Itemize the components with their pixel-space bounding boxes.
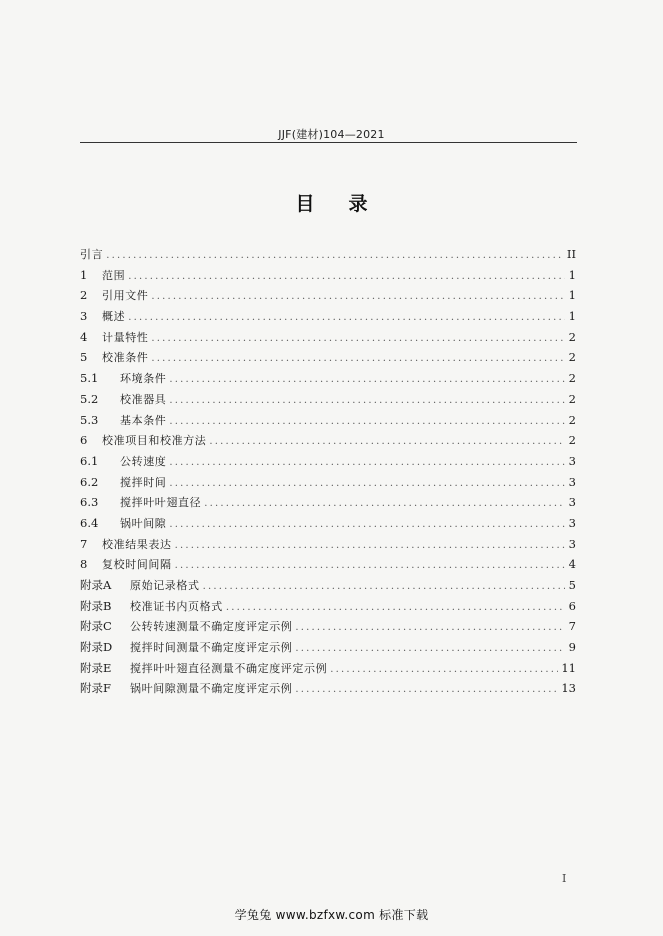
toc-leader-dots [128, 308, 565, 329]
toc-entry-page: 3 [568, 453, 576, 468]
toc-leader-dots [106, 246, 564, 267]
toc-entry-title: 搅拌叶叶翅直径测量不确定度评定示例 [130, 661, 328, 675]
toc-entry[interactable] [80, 513, 576, 534]
toc-entry[interactable] [80, 678, 576, 699]
toc-entry-title: 原始记录格式 [130, 579, 200, 592]
toc-entry[interactable] [80, 368, 576, 389]
toc-entry[interactable] [80, 347, 576, 368]
header-rule [80, 142, 577, 143]
toc-entry[interactable] [80, 472, 576, 493]
toc-entry[interactable] [80, 265, 576, 286]
toc-entry[interactable] [80, 658, 576, 679]
toc-entry-number: 6.3 [80, 495, 99, 510]
toc-entry-number: 5.3 [80, 412, 99, 427]
toc-entry-title: 校准条件 [102, 351, 149, 365]
toc-entry-page: 2 [568, 391, 576, 406]
toc-entry[interactable] [80, 327, 576, 348]
toc-entry[interactable] [80, 596, 576, 617]
toc-entry-title: 计量特性 [102, 330, 149, 344]
toc-entry-number: 2 [80, 288, 88, 303]
toc-leader-dots [169, 391, 565, 412]
toc-entry-number: 7 [80, 536, 88, 551]
toc-leader-dots [203, 577, 565, 598]
toc-entry-page: 3 [568, 495, 576, 510]
document-id-header: JJF(建材)104—2021 [278, 128, 385, 141]
toc-entry-number: 附录C [80, 619, 112, 634]
toc-entry[interactable] [80, 492, 576, 513]
toc-entry-number: 5.1 [80, 371, 99, 386]
toc-entry[interactable] [80, 244, 576, 265]
toc-entry-number: 5.2 [80, 391, 99, 406]
toc-leader-dots [295, 618, 565, 639]
toc-entry-number: 4 [80, 329, 88, 344]
toc-entry-title: 校准器具 [120, 392, 167, 406]
toc-entry-page: 2 [568, 350, 576, 365]
toc-leader-dots [209, 432, 565, 453]
toc-entry-title: 搅拌时间测量不确定度评定示例 [130, 641, 293, 655]
toc-entry-page: 3 [568, 474, 576, 489]
toc-entry-title: 公转转速测量不确定度评定示例 [130, 620, 293, 634]
toc-entry-page: 2 [568, 412, 576, 427]
toc-entry-page: 2 [568, 371, 576, 386]
page-title: 目录 [295, 193, 402, 215]
toc-entry-number: 1 [80, 267, 88, 282]
toc-entry-number: 8 [80, 557, 88, 572]
toc-entry-page: II [566, 247, 576, 261]
toc-entry[interactable] [80, 451, 576, 472]
toc-entry-number: 6 [80, 433, 88, 448]
toc-entry-title: 引言 [80, 248, 104, 261]
toc-entry-number: 附录D [80, 640, 113, 655]
toc-leader-dots [151, 349, 565, 370]
toc-entry-page: 2 [568, 433, 576, 448]
toc-entry-number: 附录B [80, 598, 112, 613]
toc-entry-page: 3 [568, 536, 576, 551]
toc-entry-title: 搅拌时间 [120, 475, 167, 489]
toc-leader-dots [330, 660, 558, 681]
table-of-contents [80, 244, 576, 699]
toc-entry[interactable] [80, 575, 576, 596]
toc-leader-dots [169, 412, 565, 433]
toc-entry-number: 6.4 [80, 515, 99, 530]
toc-leader-dots [128, 267, 565, 288]
toc-entry-title: 校准项目和校准方法 [102, 434, 207, 448]
toc-entry-title: 基本条件 [120, 413, 167, 427]
toc-leader-dots [169, 370, 565, 391]
toc-entry-page: 6 [568, 598, 576, 613]
toc-entry-title: 引用文件 [102, 289, 149, 303]
toc-entry[interactable] [80, 616, 576, 637]
toc-leader-dots [169, 474, 565, 495]
page-number: I [562, 872, 567, 885]
toc-entry-title: 锅叶间隙 [120, 516, 167, 530]
toc-entry[interactable] [80, 554, 576, 575]
toc-entry-page: 3 [568, 515, 576, 530]
toc-entry-number: 5 [80, 350, 88, 365]
toc-leader-dots [204, 494, 565, 515]
toc-entry-title: 范围 [102, 268, 126, 282]
toc-leader-dots [151, 329, 565, 350]
toc-leader-dots [169, 515, 565, 536]
toc-entry-title: 校准结果表达 [102, 537, 172, 551]
toc-entry-number: 3 [80, 309, 88, 324]
toc-entry-page: 7 [568, 619, 576, 634]
toc-entry-page: 4 [568, 557, 576, 572]
toc-entry[interactable] [80, 410, 576, 431]
toc-entry[interactable] [80, 430, 576, 451]
footer-watermark: 学兔兔 www.bzfxw.com 标准下载 [234, 908, 429, 922]
toc-entry[interactable] [80, 389, 576, 410]
toc-leader-dots [295, 680, 558, 701]
toc-entry-page: 1 [568, 267, 576, 282]
toc-entry[interactable] [80, 306, 576, 327]
toc-entry-page: 9 [568, 640, 576, 655]
toc-entry-title: 概述 [102, 310, 126, 324]
toc-leader-dots [175, 556, 565, 577]
toc-entry-number: 附录A [80, 578, 112, 592]
toc-entry-page: 1 [568, 288, 576, 303]
toc-entry-title: 校准证书内页格式 [130, 599, 223, 613]
toc-entry-title: 复校时间间隔 [102, 558, 172, 572]
toc-leader-dots [226, 598, 565, 619]
toc-entry-number: 附录F [80, 681, 111, 696]
toc-entry-page: 5 [568, 578, 576, 592]
toc-entry-title: 公转速度 [120, 454, 167, 468]
toc-entry[interactable] [80, 285, 576, 306]
toc-leader-dots [169, 453, 565, 474]
toc-entry-page: 1 [568, 309, 576, 324]
toc-entry-number: 6.2 [80, 474, 99, 489]
toc-entry[interactable] [80, 534, 576, 555]
toc-entry-title: 环境条件 [120, 372, 167, 386]
toc-entry-title: 锅叶间隙测量不确定度评定示例 [130, 682, 293, 696]
toc-leader-dots [151, 287, 565, 308]
toc-leader-dots [175, 536, 565, 557]
toc-entry-number: 附录E [80, 660, 112, 675]
toc-entry-title: 搅拌叶叶翅直径 [120, 496, 202, 510]
toc-leader-dots [295, 639, 565, 660]
toc-entry-page: 13 [561, 681, 576, 696]
toc-entry-page: 2 [568, 329, 576, 344]
toc-entry-number: 6.1 [80, 453, 99, 468]
toc-entry-page: 11 [561, 660, 576, 675]
toc-entry[interactable] [80, 637, 576, 658]
